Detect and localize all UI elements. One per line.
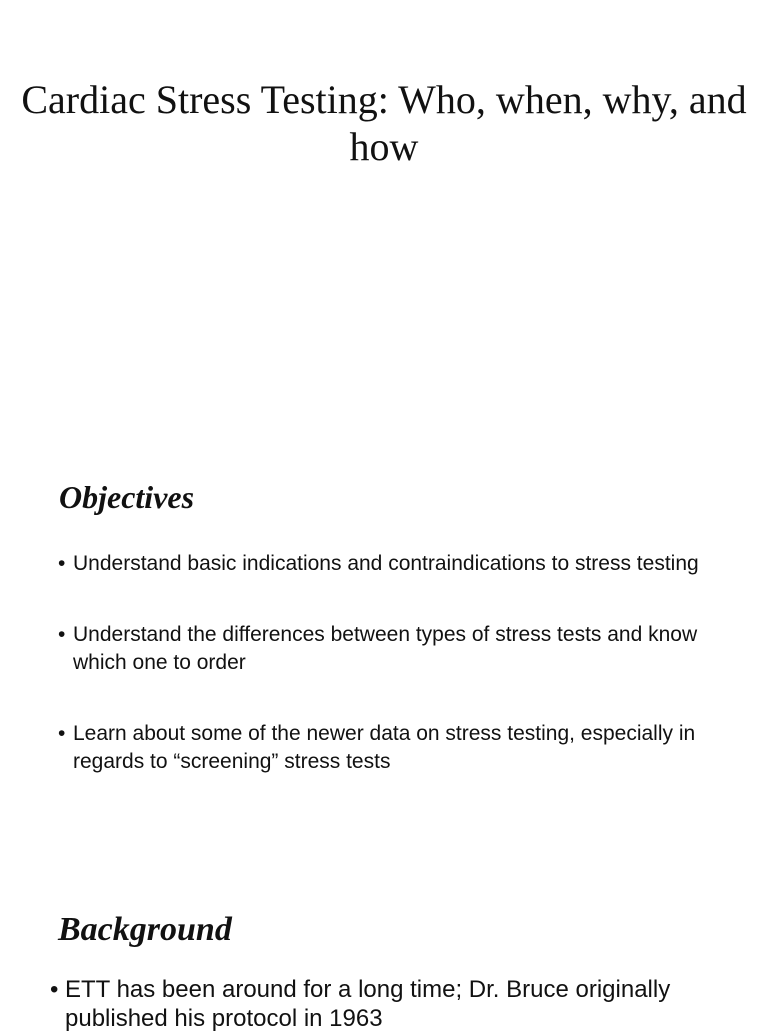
objective-text: Understand the differences between types of stress tests and know which one to order [73,623,698,674]
objectives-list [58,550,738,819]
background-item [50,975,750,1033]
objective-text: Understand basic indications and contraindications to stress testing [73,552,699,575]
objective-text: Learn about some of the newer data on stress testing, especially in regards to “screening” stress tests [73,722,696,773]
background-list [50,975,750,1033]
bullet-icon: • [58,722,66,745]
objective-item [58,720,738,776]
objective-item [58,621,738,677]
background-heading: Background [58,911,232,948]
bullet-icon: • [58,623,66,646]
background-text: ETT has been around for a long time; Dr. Bruce originally published his protocol in 1963 [65,976,671,1032]
objectives-heading: Objectives [59,479,195,515]
title-slide [0,0,768,440]
bullet-icon: • [50,976,59,1003]
slide-title: Cardiac Stress Testing: Who, when, why, and how [21,77,747,169]
objective-item [58,550,738,578]
bullet-icon: • [58,552,66,575]
